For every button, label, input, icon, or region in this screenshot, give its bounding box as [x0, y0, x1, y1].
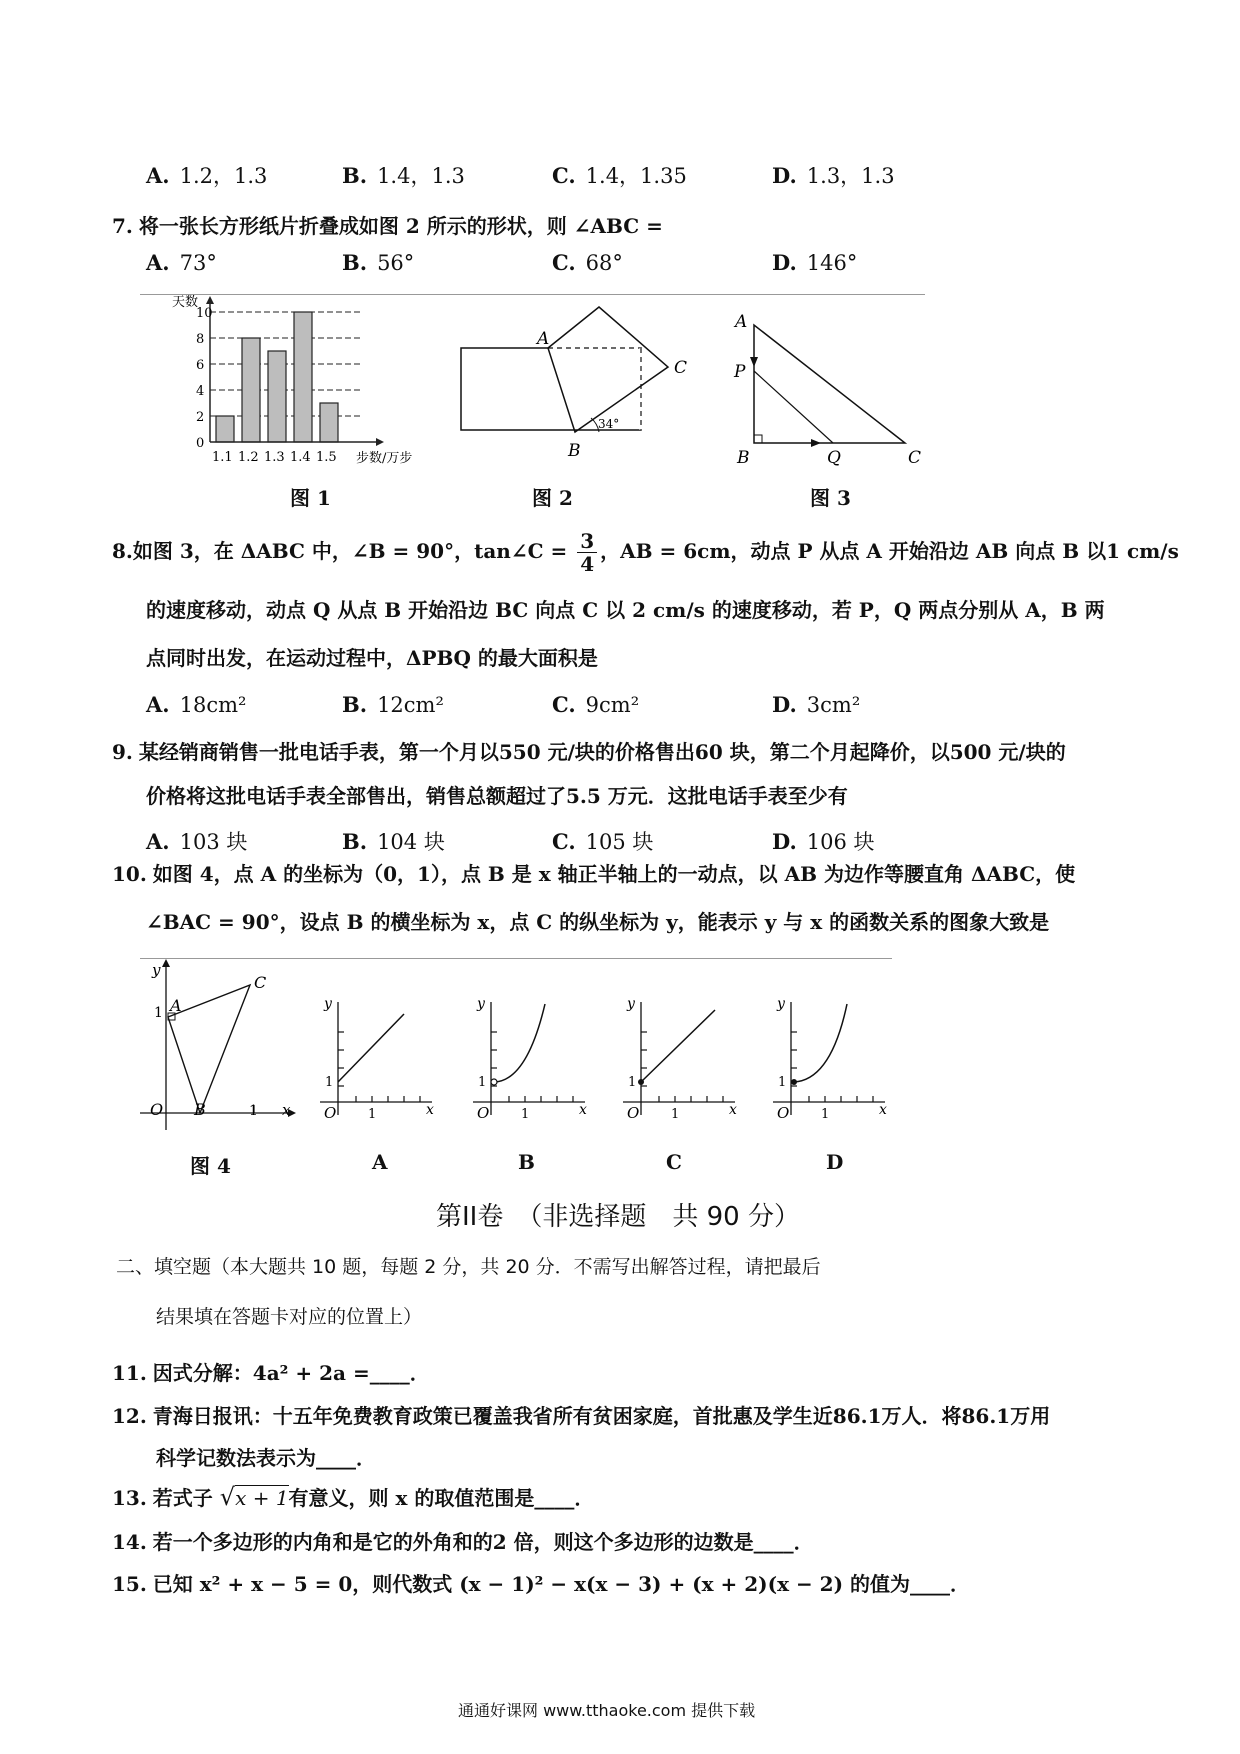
- folded-flap: [548, 307, 668, 432]
- q9-line-2: 价格将这批电话手表全部售出，销售总额超过了5.5 万元．这批电话手表至少有: [146, 784, 848, 808]
- label-b: B: [737, 448, 750, 468]
- bar-chart-y-tick: 10: [196, 306, 213, 321]
- svg-text:x: x: [879, 1102, 887, 1118]
- q6-option-d: D. 1.3，1.3: [772, 163, 895, 188]
- q9-option-c: C. 105 块: [552, 829, 654, 854]
- q9-line-1: 9. 某经销商销售一批电话手表，第一个月以550 元/块的价格售出60 块，第二个月起降价，以500 元/块的: [112, 740, 1066, 764]
- figure-4-caption: 图 4: [190, 1154, 231, 1178]
- label-c: C: [908, 448, 922, 468]
- svg-text:x: x: [729, 1102, 737, 1118]
- segment-pq: [754, 371, 833, 443]
- svg-text:y: y: [477, 996, 485, 1012]
- q7-option-c: C. 68°: [552, 250, 623, 275]
- q6-option-b: B. 1.4，1.3: [342, 163, 465, 188]
- right-angle-mark: [754, 435, 762, 443]
- bar-chart-y-tick: 2: [196, 410, 205, 425]
- svg-text:O: O: [477, 1104, 490, 1122]
- label-p: P: [734, 362, 746, 382]
- label-c: C: [674, 358, 688, 378]
- figure-1-caption: 图 1: [290, 486, 331, 510]
- arrow-down-icon: [750, 357, 758, 367]
- svg-text:x: x: [579, 1102, 587, 1118]
- svg-text:y: y: [324, 996, 332, 1012]
- q12-line-1: 12. 青海日报讯：十五年免费教育政策已覆盖我省所有贫困家庭，首批惠及学生近86.1万人．将86.1万用: [112, 1404, 1051, 1428]
- q11: 11. 因式分解：4a² + 2a =____．: [112, 1361, 430, 1385]
- q9-option-a: A. 103 块: [146, 829, 248, 854]
- graph-b-curve: [495, 1004, 545, 1082]
- q7-option-a: A. 73°: [146, 250, 217, 275]
- svg-text:x: x: [426, 1102, 434, 1118]
- svg-text:O: O: [324, 1104, 337, 1122]
- triangle-abc: [754, 325, 905, 443]
- bar-chart-bar: [294, 312, 312, 442]
- q8-line-3: 点同时出发，在运动过程中，ΔPBQ 的最大面积是: [146, 646, 598, 670]
- q6-option-a: A. 1.2，1.3: [146, 163, 268, 188]
- section-2-heading-cont: 结果填在答题卡对应的位置上）: [156, 1306, 423, 1328]
- q8-option-c: C. 9cm²: [552, 692, 640, 717]
- q7-option-d: D. 146°: [772, 250, 858, 275]
- label-a: A: [537, 329, 550, 349]
- q6-option-c: C. 1.4，1.35: [552, 163, 687, 188]
- bar-chart-y-tick: 0: [196, 436, 205, 451]
- figure-2-caption: 图 2: [532, 486, 573, 510]
- bar-chart-x-label: 步数/万步: [356, 451, 413, 466]
- graph-d-curve: [794, 1004, 847, 1082]
- graph-ticks: [791, 1032, 873, 1102]
- figure-1-bar-chart: [160, 290, 440, 470]
- svg-text:1: 1: [628, 1075, 637, 1090]
- svg-text:1: 1: [821, 1107, 830, 1122]
- bar-chart-bar: [216, 416, 234, 442]
- arrow-right-icon: [811, 439, 821, 447]
- svg-text:1: 1: [671, 1107, 680, 1122]
- graph-c-line: [641, 1010, 715, 1082]
- bar-chart-x-tick: 1.1: [212, 450, 233, 465]
- graph-option-d: [765, 990, 895, 1125]
- graph-c-caption: C: [666, 1150, 682, 1174]
- q14: 14. 若一个多边形的内角和是它的外角和的2 倍，则这个多边形的边数是____．: [112, 1530, 814, 1554]
- svg-text:1: 1: [778, 1075, 787, 1090]
- bar-chart-x-tick: 1.3: [264, 450, 285, 465]
- q9-option-d: D. 106 块: [772, 829, 875, 854]
- bar-chart-y-tick: 4: [196, 384, 205, 399]
- graph-ticks: [491, 1032, 573, 1102]
- page-footer: 通通好课网 www.tthaoke.com 提供下载: [458, 1701, 756, 1720]
- bar-chart-y-tick: 6: [196, 358, 205, 373]
- filled-circle-icon: [638, 1079, 644, 1085]
- figure-3-right-triangle: [725, 305, 935, 475]
- y-axis-arrow-icon: [206, 296, 214, 304]
- q12-line-2: 科学记数法表示为____．: [156, 1446, 376, 1470]
- q8-option-d: D. 3cm²: [772, 692, 861, 717]
- q7-option-b: B. 56°: [342, 250, 415, 275]
- svg-text:1: 1: [368, 1107, 377, 1122]
- sqrt-icon: √: [219, 1483, 236, 1511]
- bar-chart-x-tick: 1.2: [238, 450, 259, 465]
- label-1-x: 1: [249, 1103, 258, 1119]
- label-a: A: [170, 996, 182, 1015]
- svg-text:y: y: [627, 996, 635, 1012]
- bar-chart-x-tick: 1.5: [316, 450, 337, 465]
- graph-a-line: [338, 1014, 404, 1082]
- section-2-heading: 二、填空题（本大题共 10 题，每题 2 分，共 20 分．不需写出解答过程，请把最后: [116, 1256, 821, 1278]
- graph-ticks: [338, 1032, 420, 1102]
- q8-line-2: 的速度移动，动点 Q 从点 B 开始沿边 BC 向点 C 以 2 cm/s 的速度移动，若 P，Q 两点分别从 A，B 两: [146, 598, 1105, 622]
- filled-circle-icon: [791, 1079, 797, 1085]
- label-b: B: [568, 441, 581, 461]
- q8-option-b: B. 12cm²: [342, 692, 444, 717]
- figure-2-folded-paper: [455, 295, 705, 475]
- label-o: O: [150, 1100, 164, 1119]
- open-circle-icon: [491, 1079, 497, 1085]
- q13: 13. 若式子 √x + 1有意义，则 x 的取值范围是____．: [112, 1483, 595, 1511]
- svg-text:O: O: [627, 1104, 640, 1122]
- figure-4-coordinate-triangle: [130, 955, 300, 1135]
- q8-option-a: A. 18cm²: [146, 692, 247, 717]
- q13-radicand: x + 1: [235, 1486, 289, 1510]
- y-axis-arrow-icon: [162, 959, 170, 967]
- label-c: C: [254, 973, 267, 992]
- graph-d-caption: D: [826, 1150, 844, 1174]
- label-x: x: [282, 1101, 291, 1119]
- graph-a-caption: A: [372, 1150, 388, 1174]
- graph-option-a: [312, 990, 442, 1125]
- bar-chart-bars: [216, 312, 338, 442]
- label-angle: 34°: [598, 417, 620, 431]
- bar-chart-bar: [268, 351, 286, 442]
- svg-text:1: 1: [478, 1075, 487, 1090]
- part-2-title: 第II卷 （非选择题 共 90 分）: [436, 1202, 800, 1232]
- x-axis-arrow-icon: [376, 438, 384, 446]
- bar-chart-bar: [242, 338, 260, 442]
- q9-option-b: B. 104 块: [342, 829, 445, 854]
- svg-text:y: y: [777, 996, 785, 1012]
- graph-option-c: [615, 990, 745, 1125]
- q8-fraction-denominator: 4: [580, 552, 595, 576]
- q10-line-2: ∠BAC = 90°，设点 B 的横坐标为 x，点 C 的纵坐标为 y，能表示 y 与 x 的函数关系的图象大致是: [146, 910, 1050, 934]
- q10-line-1: 10. 如图 4，点 A 的坐标为（0，1），点 B 是 x 轴正半轴上的一动点，以 AB 为边作等腰直角 ΔABC，使: [112, 862, 1076, 886]
- label-q: Q: [827, 448, 841, 468]
- svg-text:1: 1: [325, 1075, 334, 1090]
- label-a: A: [735, 312, 748, 332]
- svg-text:1: 1: [521, 1107, 530, 1122]
- label-1-y: 1: [154, 1005, 163, 1021]
- q7-stem: 7. 将一张长方形纸片折叠成如图 2 所示的形状，则 ∠ABC =: [112, 214, 663, 238]
- label-y: y: [152, 961, 161, 979]
- graph-option-b: [465, 990, 595, 1125]
- bar-chart-bar: [320, 403, 338, 442]
- svg-text:O: O: [777, 1104, 790, 1122]
- bar-chart-y-tick: 8: [196, 332, 205, 347]
- bar-chart-x-tick-labels: [212, 450, 337, 465]
- bar-chart-x-tick: 1.4: [290, 450, 311, 465]
- q8-fraction-numerator: 3: [577, 530, 597, 553]
- label-b: B: [194, 1100, 206, 1119]
- q8-line-1: 8.如图 3，在 ΔABC 中，∠B = 90°，tan∠C = $\frac{3}{4}$ ，AB = 6cm，动点 P 从点 A 开始沿边 AB 向点 B 以1 cm/s: [112, 529, 1179, 576]
- q15: 15. 已知 x² + x − 5 = 0，则代数式 (x − 1)² − x(x − 3) + (x + 2)(x − 2) 的值为____．: [112, 1572, 971, 1596]
- figure-3-caption: 图 3: [810, 486, 851, 510]
- bar-chart-y-label: 天数: [172, 295, 199, 310]
- graph-b-caption: B: [518, 1150, 535, 1174]
